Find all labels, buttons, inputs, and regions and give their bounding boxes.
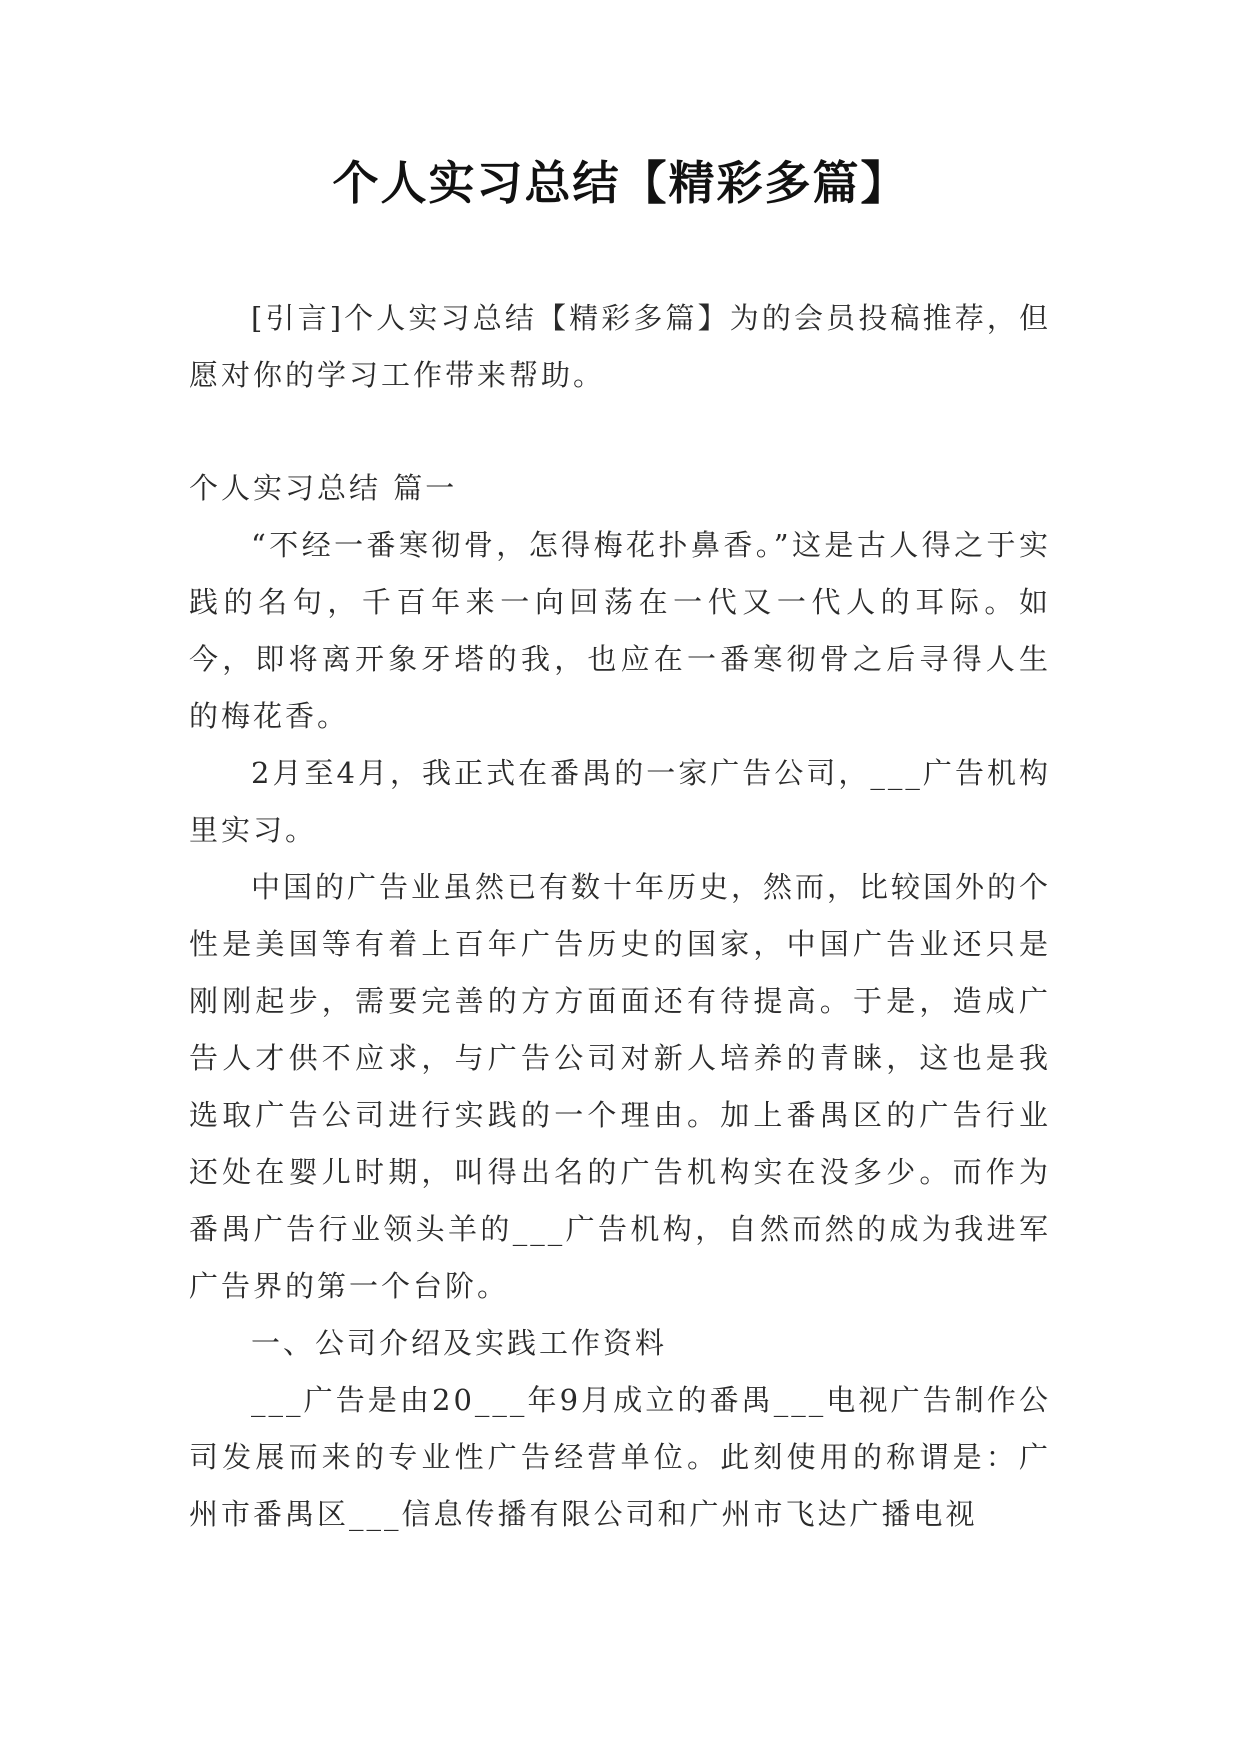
paragraph-2: 2月至4月，我正式在番禺的一家广告公司，___广告机构里实习。 bbox=[189, 756, 1051, 847]
document-title: 个人实习总结【精彩多篇】 bbox=[332, 156, 909, 210]
section-heading: 个人实习总结 篇一 bbox=[189, 471, 458, 505]
paragraph-1: “不经一番寒彻骨，怎得梅花扑鼻香。”这是古人得之于实践的名句，千百年来一向回荡在一代又一代人的耳际。如今，即将离开象牙塔的我，也应在一番寒彻骨之后寻得人生的梅花香。 bbox=[189, 528, 1051, 733]
intro-paragraph: [引言]个人实习总结【精彩多篇】为的会员投稿推荐，但愿对你的学习工作带来帮助。 bbox=[189, 301, 1051, 392]
subheading-company-intro: 一、公司介绍及实践工作资料 bbox=[251, 1326, 668, 1360]
intro-block bbox=[189, 290, 1051, 404]
paragraph-3: 中国的广告业虽然已有数十年历史，然而，比较国外的个性是美国等有着上百年广告历史的国家，中国广告业还只是刚刚起步，需要完善的方方面面还有待提高。于是，造成广告人才供不应求，与广告公司对新人培养的青睐，这也是我选取广告公司进行实践的一个理由。加上番禺区的广告行业还处在婴儿时期，叫得出名的广告机构实在没多少。而作为番禺广告行业领头羊的___广告机构，自然而然的成为我进军广告界的第一个台阶。 bbox=[189, 870, 1052, 1303]
article-body bbox=[189, 460, 1051, 1543]
paragraph-4: ___广告是由20___年9月成立的番禺___电视广告制作公司发展而来的专业性广告经营单位。此刻使用的称谓是：广州市番禺区___信息传播有限公司和广州市飞达广播电视 bbox=[189, 1383, 1051, 1531]
